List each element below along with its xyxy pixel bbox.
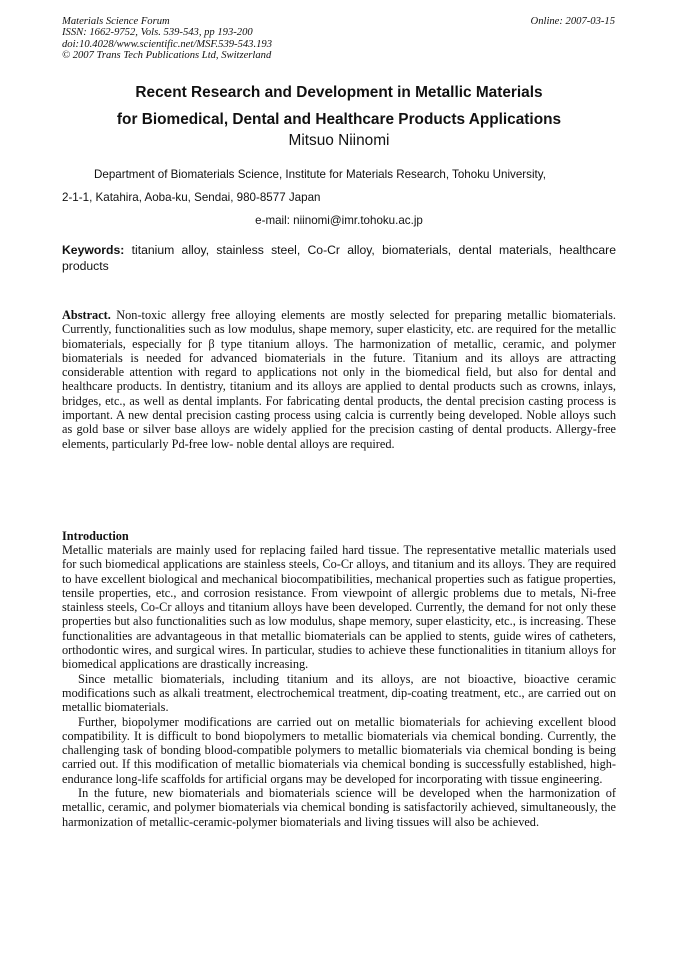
- copyright-line: © 2007 Trans Tech Publications Ltd, Switzerland: [62, 50, 272, 62]
- paragraph: Metallic materials are mainly used for replacing failed hard tissue. The representative metallic materials used for such biomedical applications are stainless steels, Co-Cr alloys, and titanium and its alloys. They are required to have excellent biological and mechanical biocompatibilities, mechanical properties such as fatigue properties, tensile properties, etc., and corrosion resistance. From viewpoint of allergic problems due to metals, Ni-free stainless steels, Co-Cr alloys and titanium alloys have been developed. Currently, the demand for not only these properties but also functionalities such as low modulus, shape memory, super elasticity, etc., is increasing. These functionalities are advantageous in that metallic biomaterials can be applied to stents, guide wires of catheters, orthodontic wires, and surgical wires. In particular, studies to achieve these functionalities in titanium alloys for biomedical applications are drastically increasing.: [62, 543, 616, 672]
- abstract: [62, 308, 616, 451]
- issn-line: ISSN: 1662-9752, Vols. 539-543, pp 193-200: [62, 27, 253, 39]
- author-name: Mitsuo Niinomi: [288, 132, 390, 149]
- abstract-text: Non-toxic allergy free alloying elements are mostly selected for preparing metallic biomaterials. Currently, functionalities such as low modulus, shape memory, super elasticity, etc. are required for the metallic biomaterials, especially for β type titanium alloys. The harmonization of metallic, ceramic, and polymer biomaterials is needed for advanced biomaterials in the future. Titanium and its alloys are attracting considerable attention with regard to applications not only in the biomedical field, but also for dental and healthcare products. In dentistry, titanium and its alloys are applied to dental products such as crowns, inlays, bridges, etc., as well as dental implants. For fabricating dental products, the dental precision casting process is important. A new dental precision casting process using calcia is currently being developed. Noble alloys such as gold base or silver base alloys are widely applied for the precision casting of dental products. Allergy-free elements, particularly Pd-free low- noble dental alloys are required.: [62, 308, 616, 451]
- keywords: [62, 242, 616, 274]
- online-date: Online: 2007-03-15: [530, 16, 615, 27]
- paper-title: [62, 79, 616, 133]
- doi-line: doi:10.4028/www.scientific.net/MSF.539-543.193: [62, 38, 272, 50]
- author-email: e-mail: niinomi@imr.tohoku.ac.jp: [255, 214, 423, 227]
- keywords-text: titanium alloy, stainless steel, Co-Cr alloy, biomaterials, dental materials, healthcare products: [62, 243, 616, 273]
- paragraph: Since metallic biomaterials, including titanium and its alloys, are not bioactive, bioactive ceramic modifications such as alkali treatment, electrochemical treatment, dip-coating treatment, etc., are carried out on metallic biomaterials.: [62, 671, 616, 715]
- affiliation-line-1: Department of Biomaterials Science, Institute for Materials Research, Tohoku University,: [94, 168, 546, 181]
- affiliation-line-2: 2-1-1, Katahira, Aoba-ku, Sendai, 980-8577 Japan: [62, 191, 321, 204]
- section-heading: Introduction: [62, 529, 129, 543]
- keywords-label: Keywords:: [62, 243, 125, 257]
- paragraph: Further, biopolymer modifications are carried out on metallic biomaterials for achieving excellent blood compatibility. It is difficult to bond biopolymers to metallic biomaterials via chemical bonding. Currently, the challenging task of bonding blood-compatible polymers to metallic biomaterials via chemical bonding is being carried out. If this modification of metallic biomaterials via chemical bonding is successfully established, high-endurance long-life scaffolds for artificial organs may be developed for incorporating with tissue engineering.: [62, 714, 616, 786]
- abstract-label: Abstract.: [62, 308, 111, 322]
- introduction-body: [62, 543, 616, 829]
- affiliation: [62, 163, 616, 232]
- title-line-1: Recent Research and Development in Metallic Materials: [135, 84, 543, 101]
- paragraph: In the future, new biomaterials and biomaterials science will be developed when the harmonization of metallic, ceramic, and polymer biomaterials via chemical bonding is satisfactorily achieved, simultaneously, the harmonization of metallic-ceramic-polymer biomaterials and living tissues will also be achieved.: [62, 786, 616, 829]
- journal-name: Materials Science Forum: [62, 16, 170, 27]
- title-line-2: for Biomedical, Dental and Healthcare Products Applications: [116, 111, 562, 128]
- publication-header: [62, 16, 272, 62]
